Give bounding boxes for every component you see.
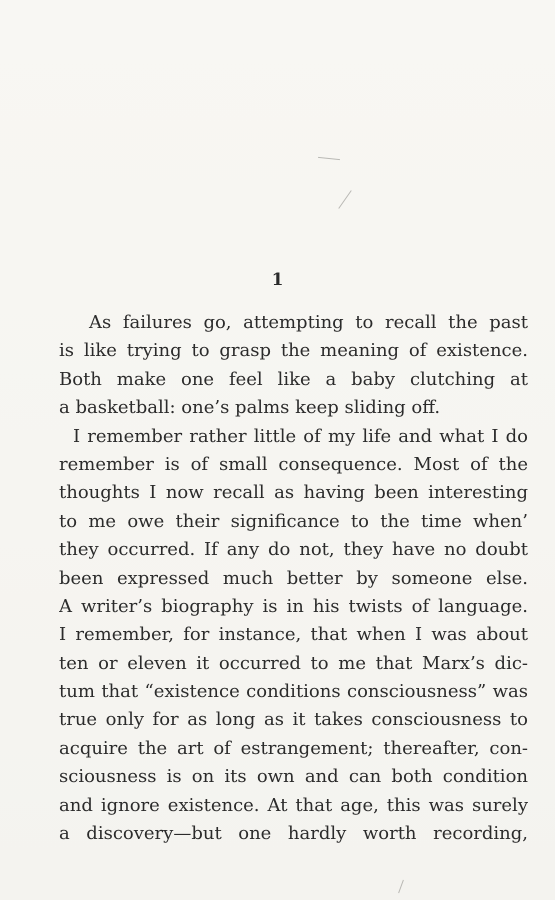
text-line: and ignore existence. At that age, this was surely [59,794,528,816]
text-line: a discovery—but one hardly worth recording, [59,823,528,845]
text-line: As failures go, attempting to recall the past [89,312,528,333]
text-line: to me owe their significance to the time when’ [59,510,528,532]
text-line: thoughts I now recall as having been interesting [59,482,528,504]
body-text [59,309,528,848]
text-line: tum that “existence conditions consciousness” was [59,681,528,703]
text-line: Both make one feel like a baby clutching at [59,368,528,390]
text-line: true only for as long as it takes consciousness to [59,709,528,731]
text-line: I remember rather little of my life and what I do [73,425,528,447]
text-line: acquire the art of estrangement; thereafter, con- [59,737,528,759]
text-line: ten or eleven it occurred to me that Marx’s dic- [59,652,528,674]
text-line: is like trying to grasp the meaning of existence. [59,340,528,362]
text-line: sciousness is on its own and can both condition [59,766,528,788]
paper-mark [398,880,404,893]
paper-mark [338,190,351,209]
text-line: they occurred. If any do not, they have no doubt [59,539,528,561]
paper-mark [318,157,340,160]
text-line: a basketball: one’s palms keep sliding off. [59,397,441,419]
text-line: I remember, for instance, that when I was about [59,624,528,646]
text-line: A writer’s biography is in his twists of language. [59,595,528,617]
text-line: remember is of small consequence. Most of the [59,453,528,475]
text-line: been expressed much better by someone else. [59,567,528,589]
chapter-number: 1 [271,270,284,290]
